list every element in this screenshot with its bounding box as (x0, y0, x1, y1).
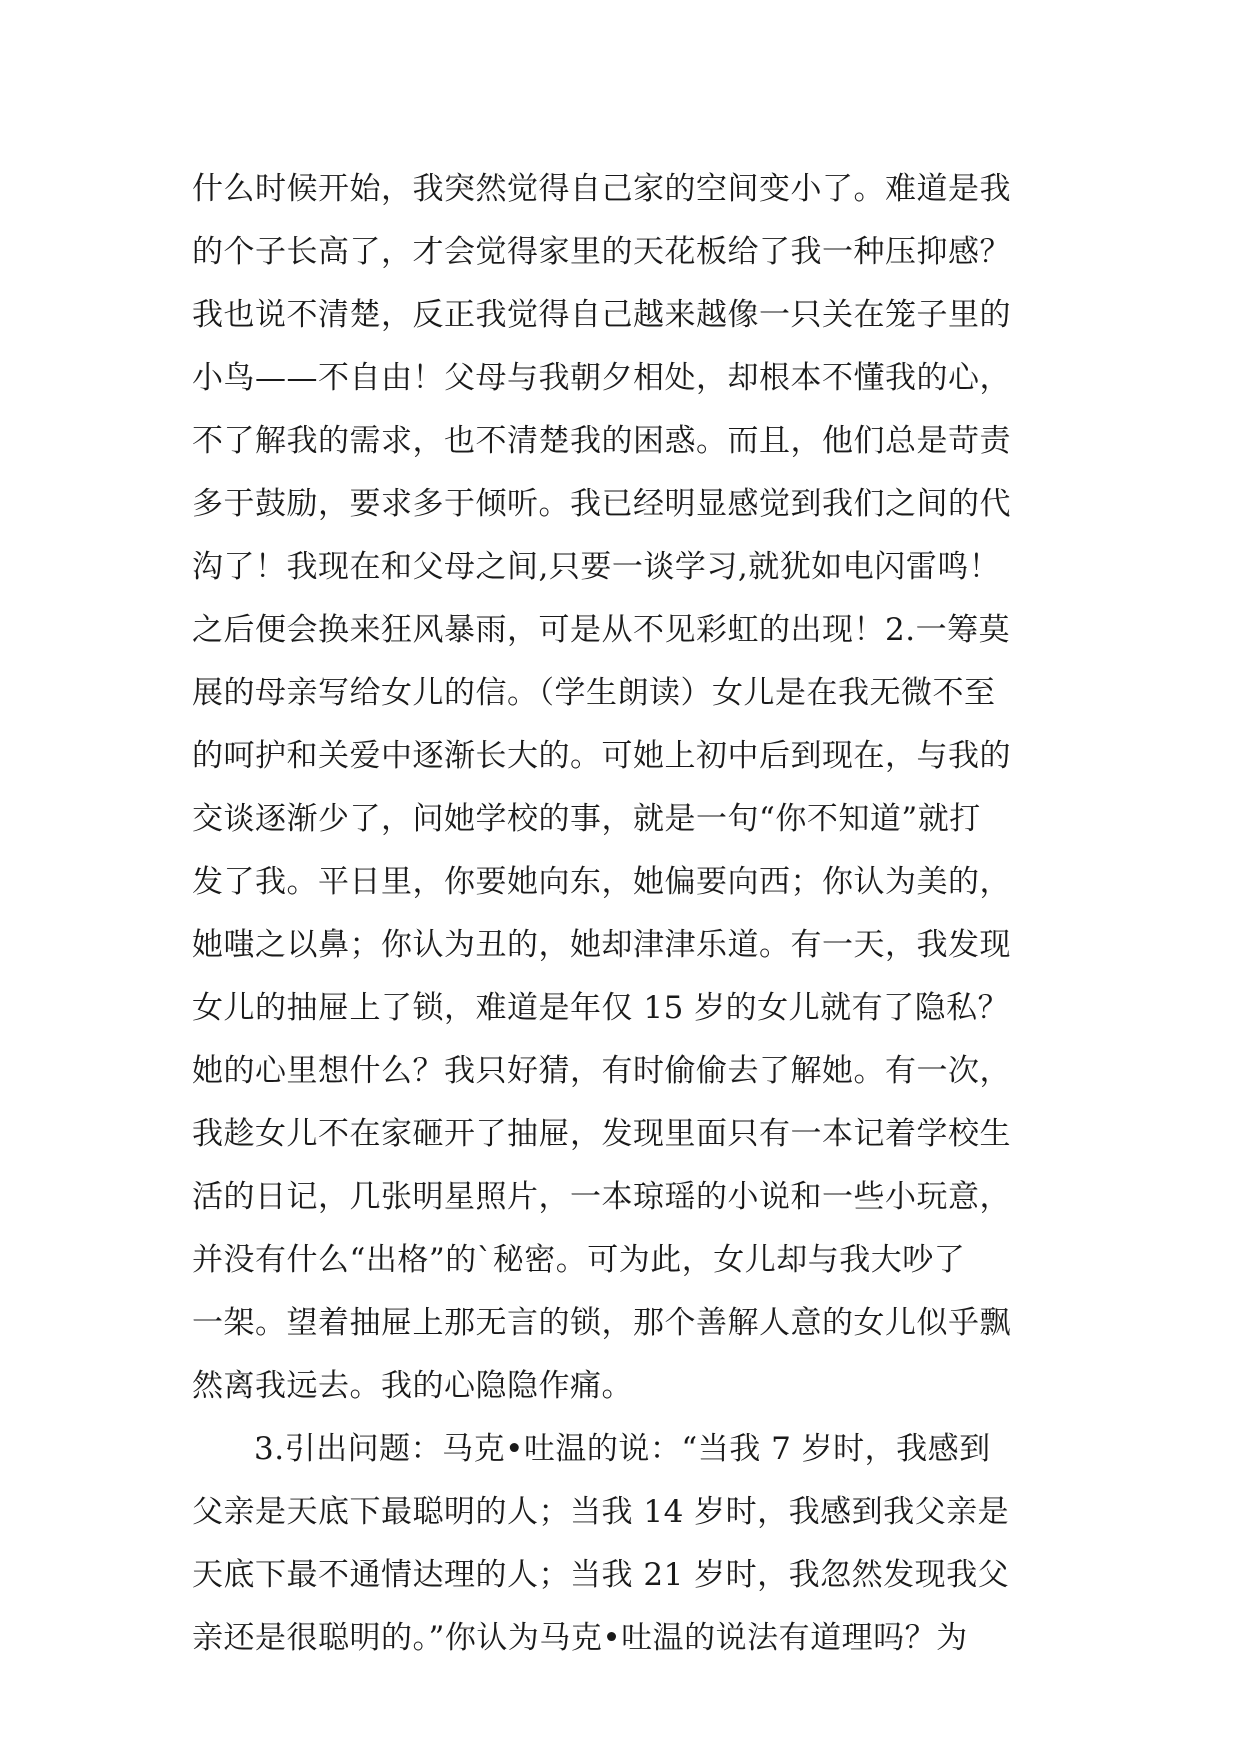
text-line: 父亲是天底下最聪明的人；当我 14 岁时，我感到我父亲是 (192, 1494, 1010, 1530)
text-line: 活的日记，几张明星照片，一本琼瑶的小说和一些小玩意， (192, 1179, 1011, 1215)
text-line: 多于鼓励，要求多于倾听。我已经明显感觉到我们之间的代 (192, 486, 1011, 522)
text-line: 之后便会换来狂风暴雨，可是从不见彩虹的出现！2.一筹莫 (192, 612, 1011, 648)
text-line: 她嗤之以鼻；你认为丑的，她却津津乐道。有一天，我发现 (192, 927, 1011, 963)
text-line: 小鸟——不自由！父母与我朝夕相处，却根本不懂我的心， (192, 360, 1011, 396)
text-line: 天底下最不通情达理的人；当我 21 岁时，我忽然发现我父 (192, 1557, 1010, 1593)
text-line: 一架。望着抽屉上那无言的锁，那个善解人意的女儿似乎飘 (192, 1305, 1011, 1341)
text-line: 不了解我的需求，也不清楚我的困惑。而且，他们总是苛责 (192, 423, 1011, 459)
text-line: 发了我。平日里，你要她向东，她偏要向西；你认为美的， (192, 864, 1011, 900)
text-line: 女儿的抽屉上了锁，难道是年仅 15 岁的女儿就有了隐私？ (192, 990, 1010, 1026)
text-line: 亲还是很聪明的。”你认为马克•吐温的说法有道理吗？为 (192, 1620, 968, 1656)
text-line: 的个子长高了，才会觉得家里的天花板给了我一种压抑感？ (192, 234, 1011, 270)
text-line: 并没有什么“出格”的`秘密。可为此，女儿却与我大吵了 (192, 1242, 966, 1278)
text-line: 然离我远去。我的心隐隐作痛。 (192, 1368, 633, 1404)
text-line: 展的母亲写给女儿的信。（学生朗读）女儿是在我无微不至 (192, 675, 996, 711)
text-line: 交谈逐渐少了，问她学校的事，就是一句“你不知道”就打 (192, 801, 981, 837)
body-text (192, 158, 1072, 1670)
paragraph-start-line: 3.引出问题：马克•吐温的说：“当我 7 岁时，我感到 (254, 1431, 991, 1467)
text-line: 沟了！我现在和父母之间,只要一谈学习,就犹如电闪雷鸣！ (192, 549, 1001, 585)
text-line: 我也说不清楚，反正我觉得自己越来越像一只关在笼子里的 (192, 297, 1011, 333)
text-line: 的呵护和关爱中逐渐长大的。可她上初中后到现在，与我的 (192, 738, 1011, 774)
text-line: 什么时候开始，我突然觉得自己家的空间变小了。难道是我 (192, 171, 1011, 207)
text-line: 她的心里想什么？我只好猜，有时偷偷去了解她。有一次， (192, 1053, 1011, 1089)
text-line: 我趁女儿不在家砸开了抽屉，发现里面只有一本记着学校生 (192, 1116, 1011, 1152)
